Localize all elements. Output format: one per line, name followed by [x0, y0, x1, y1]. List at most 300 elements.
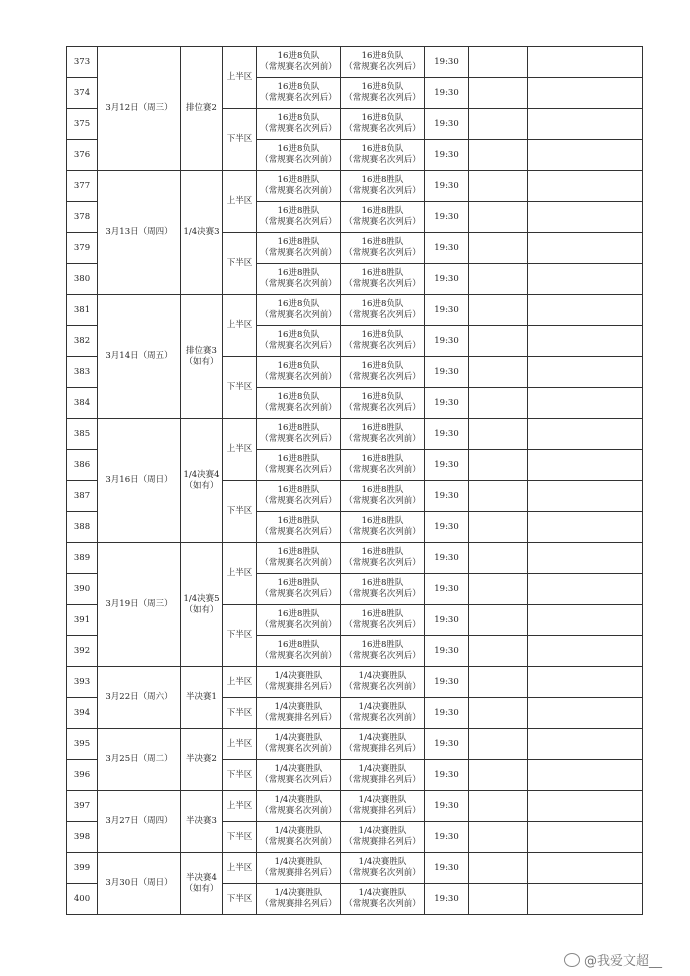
blank-cell: [528, 791, 643, 822]
team-a: [257, 357, 341, 388]
team-b-name: 1/4决赛胜队: [358, 826, 407, 836]
blank-cell: [469, 481, 528, 512]
match-date: 3月22日（周六）: [98, 667, 181, 729]
lower-half-label: 下半区: [223, 760, 257, 791]
round-name: 1/4决赛3: [183, 227, 220, 237]
team-b-name: 16进8负队: [361, 392, 404, 402]
blank-cell: [469, 543, 528, 574]
team-a-name: 16进8胜队: [277, 454, 320, 464]
team-a-rank: （常规赛名次列前）: [260, 279, 337, 289]
match-time: 19:30: [425, 450, 469, 481]
match-time: 19:30: [425, 853, 469, 884]
blank-cell: [528, 481, 643, 512]
lower-half-label: 下半区: [223, 357, 257, 419]
team-a-name: 16进8胜队: [277, 640, 320, 650]
upper-half-label: 上半区: [223, 295, 257, 357]
upper-half-label: 上半区: [223, 729, 257, 760]
round-name: 半决赛1: [186, 692, 217, 702]
team-a: [257, 419, 341, 450]
match-time: 19:30: [425, 791, 469, 822]
match-time: 19:30: [425, 605, 469, 636]
blank-cell: [469, 47, 528, 78]
match-number: 375: [67, 109, 98, 140]
team-b-rank: （常规赛名次列后）: [344, 620, 421, 630]
team-a: [257, 233, 341, 264]
match-number: 400: [67, 884, 98, 915]
match-time: 19:30: [425, 667, 469, 698]
blank-cell: [469, 233, 528, 264]
match-time: 19:30: [425, 698, 469, 729]
team-b-rank: （常规赛名次列前）: [344, 496, 421, 506]
team-a: [257, 760, 341, 791]
blank-cell: [528, 140, 643, 171]
blank-cell: [528, 171, 643, 202]
team-a-rank: （常规赛名次列前）: [260, 155, 337, 165]
match-number: 398: [67, 822, 98, 853]
team-a: [257, 884, 341, 915]
match-time: 19:30: [425, 512, 469, 543]
blank-cell: [469, 295, 528, 326]
upper-half-label: 上半区: [223, 171, 257, 233]
team-a-name: 16进8胜队: [277, 423, 320, 433]
match-date: 3月25日（周二）: [98, 729, 181, 791]
team-a-name: 1/4决赛胜队: [274, 826, 323, 836]
team-a-rank: （常规赛名次列后）: [260, 496, 337, 506]
team-a: [257, 512, 341, 543]
blank-cell: [469, 605, 528, 636]
team-a-rank: （常规赛名次列前）: [260, 620, 337, 630]
team-b: [341, 78, 425, 109]
team-b-rank: （常规赛名次列后）: [344, 589, 421, 599]
team-a: [257, 729, 341, 760]
team-b-rank: （常规赛名次列前）: [344, 713, 421, 723]
team-a-rank: （常规赛排名列后）: [260, 682, 337, 692]
team-b: [341, 884, 425, 915]
team-a-name: 1/4决赛胜队: [274, 764, 323, 774]
team-a-rank: （常规赛名次列前）: [260, 186, 337, 196]
team-b: [341, 47, 425, 78]
team-a-rank: （常规赛名次列前）: [260, 248, 337, 258]
team-b-name: 16进8负队: [361, 51, 404, 61]
match-number: 380: [67, 264, 98, 295]
blank-cell: [469, 822, 528, 853]
blank-cell: [469, 357, 528, 388]
round-name: 半决赛2: [186, 754, 217, 764]
match-time: 19:30: [425, 574, 469, 605]
table-row: [67, 47, 643, 78]
blank-cell: [469, 419, 528, 450]
match-date: 3月27日（周四）: [98, 791, 181, 853]
blank-cell: [469, 667, 528, 698]
blank-cell: [469, 636, 528, 667]
round-cell: [181, 171, 223, 295]
team-a: [257, 543, 341, 574]
watermark-text: @我爱文超__: [583, 954, 662, 969]
match-time: 19:30: [425, 140, 469, 171]
team-a-name: 16进8负队: [277, 330, 320, 340]
blank-cell: [528, 419, 643, 450]
team-b-name: 1/4决赛胜队: [358, 764, 407, 774]
blank-cell: [528, 884, 643, 915]
blank-cell: [528, 47, 643, 78]
team-a: [257, 481, 341, 512]
match-time: 19:30: [425, 47, 469, 78]
team-b: [341, 698, 425, 729]
team-a: [257, 78, 341, 109]
blank-cell: [528, 388, 643, 419]
team-a: [257, 853, 341, 884]
match-time: 19:30: [425, 543, 469, 574]
blank-cell: [469, 109, 528, 140]
round-name: 1/4决赛4: [183, 469, 220, 480]
team-b-rank: （常规赛名次列前）: [344, 682, 421, 692]
team-b-name: 1/4决赛胜队: [358, 857, 407, 867]
team-b-rank: （常规赛名次列后）: [344, 155, 421, 165]
team-b-rank: （常规赛名次列后）: [344, 93, 421, 103]
table-row: [67, 667, 643, 698]
round-note: （如有）: [184, 356, 219, 367]
blank-cell: [528, 667, 643, 698]
blank-cell: [528, 357, 643, 388]
blank-cell: [528, 729, 643, 760]
team-b-rank: （常规赛名次列后）: [344, 558, 421, 568]
team-a-rank: （常规赛排名列后）: [260, 868, 337, 878]
match-time: 19:30: [425, 729, 469, 760]
team-a-rank: （常规赛名次列后）: [260, 527, 337, 537]
team-b-rank: （常规赛名次列后）: [344, 217, 421, 227]
team-a-rank: （常规赛名次列后）: [260, 124, 337, 134]
round-name: 1/4决赛5: [183, 593, 220, 604]
team-a-rank: （常规赛名次列前）: [260, 837, 337, 847]
match-time: 19:30: [425, 760, 469, 791]
team-b-rank: （常规赛排名列后）: [344, 806, 421, 816]
round-cell: [181, 853, 223, 915]
match-number: 377: [67, 171, 98, 202]
match-time: 19:30: [425, 884, 469, 915]
team-b: [341, 729, 425, 760]
table-row: [67, 791, 643, 822]
team-a: [257, 171, 341, 202]
match-number: 382: [67, 326, 98, 357]
team-a-name: 16进8胜队: [277, 485, 320, 495]
blank-cell: [469, 140, 528, 171]
team-b: [341, 636, 425, 667]
blank-cell: [469, 574, 528, 605]
team-a-name: 1/4决赛胜队: [274, 702, 323, 712]
team-a-name: 16进8胜队: [277, 516, 320, 526]
team-a: [257, 605, 341, 636]
match-number: 374: [67, 78, 98, 109]
team-a-rank: （常规赛排名列后）: [260, 899, 337, 909]
team-a-rank: （常规赛名次列前）: [260, 62, 337, 72]
round-cell: [181, 667, 223, 729]
round-cell: [181, 729, 223, 791]
team-b-rank: （常规赛名次列前）: [344, 899, 421, 909]
team-b-rank: （常规赛名次列后）: [344, 403, 421, 413]
team-a-rank: （常规赛名次列前）: [260, 403, 337, 413]
team-b-name: 1/4决赛胜队: [358, 702, 407, 712]
blank-cell: [528, 636, 643, 667]
match-time: 19:30: [425, 357, 469, 388]
blank-cell: [528, 698, 643, 729]
team-a-name: 16进8负队: [277, 392, 320, 402]
team-b-rank: （常规赛名次列后）: [344, 62, 421, 72]
team-b-name: 16进8胜队: [361, 609, 404, 619]
blank-cell: [469, 698, 528, 729]
team-b: [341, 791, 425, 822]
team-b-name: 1/4决赛胜队: [358, 733, 407, 743]
lower-half-label: 下半区: [223, 884, 257, 915]
match-time: 19:30: [425, 326, 469, 357]
match-time: 19:30: [425, 822, 469, 853]
upper-half-label: 上半区: [223, 667, 257, 698]
lower-half-label: 下半区: [223, 698, 257, 729]
weibo-icon: [564, 953, 580, 967]
team-a-name: 1/4决赛胜队: [274, 671, 323, 681]
match-number: 373: [67, 47, 98, 78]
match-number: 379: [67, 233, 98, 264]
team-b-name: 16进8负队: [361, 144, 404, 154]
match-time: 19:30: [425, 481, 469, 512]
blank-cell: [528, 605, 643, 636]
team-b-name: 16进8胜队: [361, 175, 404, 185]
team-b: [341, 512, 425, 543]
upper-half-label: 上半区: [223, 853, 257, 884]
team-b: [341, 450, 425, 481]
team-a-name: 16进8胜队: [277, 609, 320, 619]
match-number: 384: [67, 388, 98, 419]
match-time: 19:30: [425, 233, 469, 264]
team-a-name: 16进8胜队: [277, 578, 320, 588]
round-cell: [181, 791, 223, 853]
match-number: 396: [67, 760, 98, 791]
team-b: [341, 760, 425, 791]
team-a-rank: （常规赛名次列前）: [260, 558, 337, 568]
blank-cell: [469, 264, 528, 295]
team-a: [257, 202, 341, 233]
match-date: 3月19日（周三）: [98, 543, 181, 667]
team-b: [341, 605, 425, 636]
match-number: 376: [67, 140, 98, 171]
match-number: 387: [67, 481, 98, 512]
blank-cell: [469, 760, 528, 791]
team-b: [341, 357, 425, 388]
match-time: 19:30: [425, 419, 469, 450]
team-a-rank: （常规赛名次列后）: [260, 217, 337, 227]
team-b: [341, 233, 425, 264]
team-b-name: 16进8胜队: [361, 268, 404, 278]
team-a-rank: （常规赛排名列后）: [260, 713, 337, 723]
match-number: 381: [67, 295, 98, 326]
team-a-rank: （常规赛名次列前）: [260, 806, 337, 816]
match-number: 386: [67, 450, 98, 481]
table-row: [67, 729, 643, 760]
round-cell: [181, 295, 223, 419]
round-cell: [181, 47, 223, 171]
round-name: 半决赛3: [186, 816, 217, 826]
schedule-body: [67, 47, 643, 915]
team-b-rank: （常规赛排名列后）: [344, 744, 421, 754]
team-a-rank: （常规赛名次列前）: [260, 744, 337, 754]
team-b-rank: （常规赛名次列前）: [344, 868, 421, 878]
blank-cell: [469, 388, 528, 419]
team-a-name: 16进8胜队: [277, 206, 320, 216]
blank-cell: [528, 822, 643, 853]
blank-cell: [528, 543, 643, 574]
team-b-name: 16进8负队: [361, 82, 404, 92]
upper-half-label: 上半区: [223, 791, 257, 822]
blank-cell: [528, 450, 643, 481]
lower-half-label: 下半区: [223, 822, 257, 853]
blank-cell: [469, 171, 528, 202]
team-b: [341, 264, 425, 295]
team-a-rank: （常规赛名次列后）: [260, 434, 337, 444]
team-b-name: 16进8负队: [361, 330, 404, 340]
team-b-name: 16进8负队: [361, 361, 404, 371]
blank-cell: [469, 884, 528, 915]
team-b-rank: （常规赛名次列后）: [344, 651, 421, 661]
table-row: [67, 295, 643, 326]
team-a: [257, 667, 341, 698]
match-time: 19:30: [425, 388, 469, 419]
team-b-name: 16进8胜队: [361, 237, 404, 247]
match-date: 3月16日（周日）: [98, 419, 181, 543]
team-a: [257, 636, 341, 667]
team-b-rank: （常规赛排名列后）: [344, 837, 421, 847]
team-b-rank: （常规赛名次列后）: [344, 341, 421, 351]
team-a-name: 16进8胜队: [277, 547, 320, 557]
round-note: （如有）: [184, 604, 219, 615]
blank-cell: [528, 853, 643, 884]
team-a: [257, 326, 341, 357]
schedule-table: [66, 46, 643, 915]
table-row: [67, 543, 643, 574]
team-a-name: 16进8负队: [277, 113, 320, 123]
team-a-name: 1/4决赛胜队: [274, 733, 323, 743]
match-number: 395: [67, 729, 98, 760]
team-a: [257, 791, 341, 822]
lower-half-label: 下半区: [223, 233, 257, 295]
blank-cell: [528, 295, 643, 326]
team-a-name: 16进8胜队: [277, 237, 320, 247]
team-b-name: 1/4决赛胜队: [358, 795, 407, 805]
blank-cell: [528, 512, 643, 543]
blank-cell: [528, 233, 643, 264]
blank-cell: [469, 450, 528, 481]
blank-cell: [469, 326, 528, 357]
match-time: 19:30: [425, 295, 469, 326]
blank-cell: [528, 264, 643, 295]
team-a-name: 1/4决赛胜队: [274, 888, 323, 898]
team-a-rank: （常规赛名次列后）: [260, 775, 337, 785]
team-b: [341, 481, 425, 512]
team-b-rank: （常规赛名次列后）: [344, 279, 421, 289]
upper-half-label: 上半区: [223, 543, 257, 605]
team-a-rank: （常规赛名次列后）: [260, 465, 337, 475]
team-b-name: 16进8胜队: [361, 516, 404, 526]
match-time: 19:30: [425, 636, 469, 667]
round-cell: [181, 419, 223, 543]
blank-cell: [528, 326, 643, 357]
team-b-name: 16进8负队: [361, 113, 404, 123]
upper-half-label: 上半区: [223, 47, 257, 109]
team-b: [341, 853, 425, 884]
team-b-rank: （常规赛名次列后）: [344, 310, 421, 320]
team-b: [341, 171, 425, 202]
team-a: [257, 450, 341, 481]
team-a-name: 16进8负队: [277, 361, 320, 371]
team-b-rank: （常规赛排名列后）: [344, 775, 421, 785]
table-row: [67, 853, 643, 884]
team-a-name: 16进8胜队: [277, 268, 320, 278]
team-b-name: 16进8胜队: [361, 578, 404, 588]
blank-cell: [528, 760, 643, 791]
team-a-rank: （常规赛名次列后）: [260, 93, 337, 103]
match-number: 392: [67, 636, 98, 667]
match-number: 397: [67, 791, 98, 822]
blank-cell: [528, 109, 643, 140]
team-b: [341, 543, 425, 574]
blank-cell: [469, 729, 528, 760]
round-note: （如有）: [184, 883, 219, 894]
team-b: [341, 140, 425, 171]
blank-cell: [469, 512, 528, 543]
team-b-rank: （常规赛名次列后）: [344, 124, 421, 134]
match-number: 391: [67, 605, 98, 636]
weibo-watermark: [564, 950, 662, 969]
team-a-rank: （常规赛名次列前）: [260, 310, 337, 320]
team-a: [257, 140, 341, 171]
team-b-rank: （常规赛名次列后）: [344, 372, 421, 382]
team-a: [257, 47, 341, 78]
match-time: 19:30: [425, 171, 469, 202]
lower-half-label: 下半区: [223, 109, 257, 171]
team-b-rank: （常规赛名次列后）: [344, 186, 421, 196]
team-a-name: 16进8负队: [277, 82, 320, 92]
team-a-name: 16进8负队: [277, 51, 320, 61]
match-time: 19:30: [425, 202, 469, 233]
match-date: 3月14日（周五）: [98, 295, 181, 419]
team-b: [341, 388, 425, 419]
team-b: [341, 822, 425, 853]
team-a-rank: （常规赛名次列后）: [260, 341, 337, 351]
match-number: 389: [67, 543, 98, 574]
team-b-name: 16进8胜队: [361, 547, 404, 557]
round-note: （如有）: [184, 480, 219, 491]
team-b-name: 16进8胜队: [361, 454, 404, 464]
team-b-rank: （常规赛名次列前）: [344, 434, 421, 444]
match-number: 390: [67, 574, 98, 605]
match-time: 19:30: [425, 264, 469, 295]
match-number: 385: [67, 419, 98, 450]
blank-cell: [528, 574, 643, 605]
team-a: [257, 388, 341, 419]
team-a-rank: （常规赛名次列后）: [260, 589, 337, 599]
match-number: 393: [67, 667, 98, 698]
team-a: [257, 574, 341, 605]
team-b: [341, 295, 425, 326]
match-date: 3月30日（周日）: [98, 853, 181, 915]
team-b: [341, 326, 425, 357]
team-a: [257, 822, 341, 853]
lower-half-label: 下半区: [223, 605, 257, 667]
team-b-rank: （常规赛名次列后）: [344, 248, 421, 258]
team-a: [257, 698, 341, 729]
round-cell: [181, 543, 223, 667]
match-date: 3月13日（周四）: [98, 171, 181, 295]
team-a: [257, 264, 341, 295]
team-b-name: 16进8胜队: [361, 485, 404, 495]
